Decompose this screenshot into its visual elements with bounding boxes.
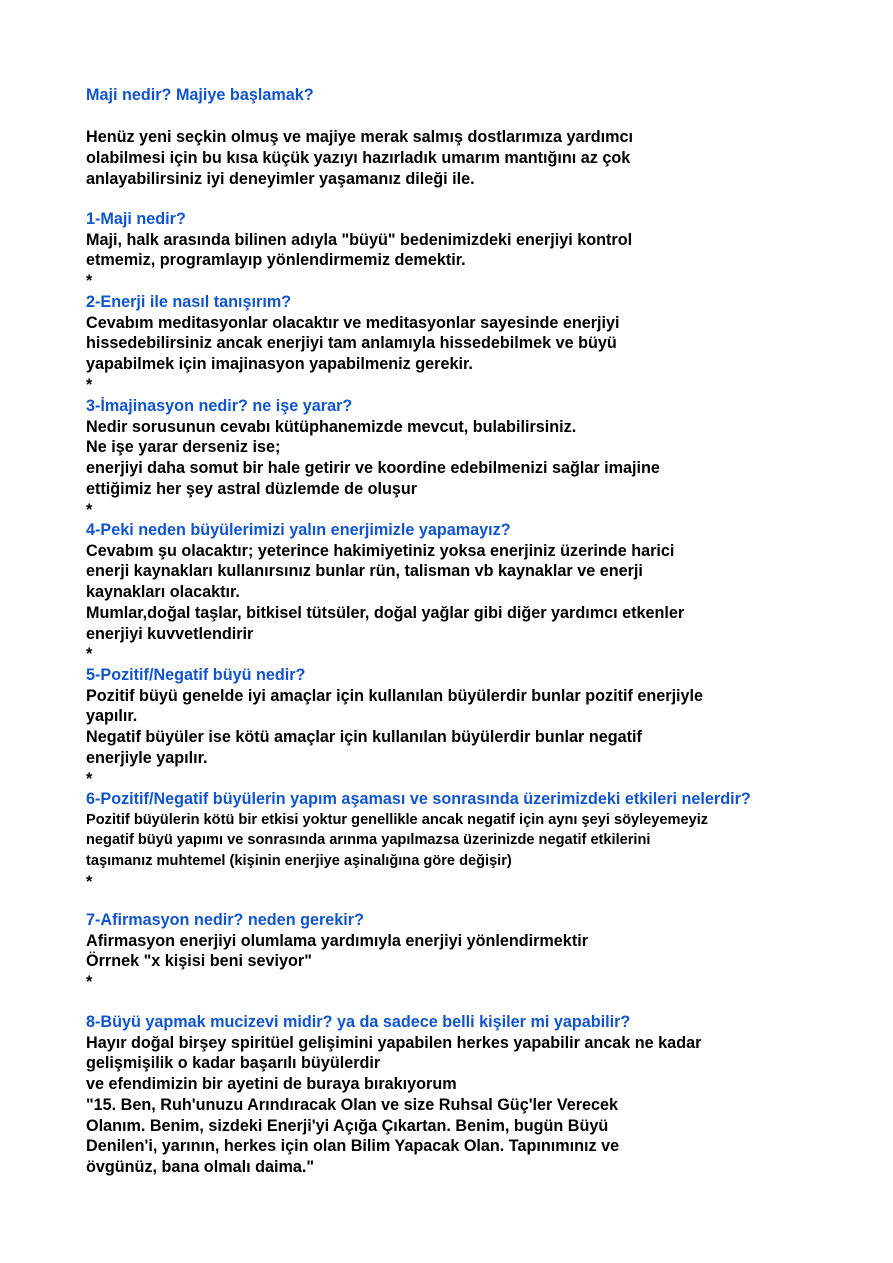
answer-line: Olanım. Benim, sizdeki Enerji'yi Açığa Çıkartan. Benim, bugün Büyü xyxy=(86,1116,609,1135)
intro-line: olabilmesi için bu kısa küçük yazıyı hazırladık umarım mantığını az çok xyxy=(86,149,631,167)
separator: * xyxy=(86,272,93,291)
answer-line: enerjiyi daha somut bir hale getirir ve koordine edebilmenizi sağlar imajine xyxy=(86,459,660,478)
answer-line: Denilen'i, yarının, herkes için olan Bilim Yapacak Olan. Tapınımınız ve xyxy=(86,1137,620,1156)
answer-line: Nedir sorusunun cevabı kütüphanemizde mevcut, bulabilirsiniz. xyxy=(86,417,577,436)
intro-line: anlayabilirsiniz iyi deneyimler yaşamanız dileği ile. xyxy=(86,170,475,188)
answer-line: ettiğimiz her şey astral düzlemde de oluşur xyxy=(86,479,418,498)
answer-line: Hayır doğal birşey spiritüel gelişimini yapabilen herkes yapabilir ancak ne kadar xyxy=(86,1033,702,1052)
answer-line: Ne işe yarar derseniz ise; xyxy=(86,438,281,457)
section-6 xyxy=(86,789,816,893)
separator: * xyxy=(86,645,93,664)
separator: * xyxy=(86,500,93,519)
section-5 xyxy=(86,665,816,789)
section-8 xyxy=(86,1012,816,1178)
answer-line: yapılır. xyxy=(86,707,138,726)
answer-line: enerjiyi kuvvetlendirir xyxy=(86,624,254,643)
answer-line: kaynakları olacaktır. xyxy=(86,583,240,602)
intro-paragraph xyxy=(86,127,806,190)
answer-line: Afirmasyon enerjiyi olumlama yardımıyla enerjiyi yönlendirmektir xyxy=(86,931,589,950)
section-7 xyxy=(86,910,816,993)
answer-line: gelişmişilik o kadar başarılı büyülerdir xyxy=(86,1054,381,1073)
answer-line: Pozitif büyülerin kötü bir etkisi yoktur genellikle ancak negatif için aynı şeyi söyleyemeyiz xyxy=(86,811,709,828)
section-question: 2-Enerji ile nasıl tanışırım? xyxy=(86,293,292,311)
intro-line: Henüz yeni seçkin olmuş ve majiye merak salmış dostlarımıza yardımcı xyxy=(86,128,634,146)
answer-line: ve efendimizin bir ayetini de buraya bırakıyorum xyxy=(86,1075,457,1094)
answer-line: Pozitif büyü genelde iyi amaçlar için kullanılan büyülerdir bunlar pozitif enerjiyle xyxy=(86,686,704,705)
answer-line: enerji kaynakları kullanırsınız bunlar rün, talisman vb kaynaklar ve enerji xyxy=(86,562,643,581)
answer-line: taşımanız muhtemel (kişinin enerjiye aşinalığına göre değişir) xyxy=(86,853,512,870)
section-question: 1-Maji nedir? xyxy=(86,210,186,228)
section-question: 7-Afirmasyon nedir? neden gerekir? xyxy=(86,911,364,929)
answer-line: Negatif büyüler ise kötü amaçlar için kullanılan büyülerdir bunlar negatif xyxy=(86,728,642,747)
answer-line: yapabilmek için imajinasyon yapabilmeniz gerekir. xyxy=(86,355,473,374)
section-question: 3-İmajinasyon nedir? ne işe yarar? xyxy=(86,397,353,415)
page-title: Maji nedir? Majiye başlamak? xyxy=(86,86,314,104)
section-3 xyxy=(86,396,816,520)
answer-line: Mumlar,doğal taşlar, bitkisel tütsüler, doğal yağlar gibi diğer yardımcı etkenler xyxy=(86,603,685,622)
answer-line: övgünüz, bana olmalı daima." xyxy=(86,1157,315,1176)
separator: * xyxy=(86,769,93,788)
section-question: 8-Büyü yapmak mucizevi midir? ya da sadece belli kişiler mi yapabilir? xyxy=(86,1013,631,1031)
answer-line: Örrnek "x kişisi beni seviyor" xyxy=(86,952,312,971)
section-2 xyxy=(86,292,816,396)
section-question: 4-Peki neden büyülerimizi yalın enerjimizle yapamayız? xyxy=(86,521,511,539)
answer-line: etmemiz, programlayıp yönlendirmemiz demektir. xyxy=(86,251,466,270)
separator: * xyxy=(86,375,93,394)
separator: * xyxy=(86,973,93,992)
answer-line: Maji, halk arasında bilinen adıyla "büyü" bedenimizdeki enerjiyi kontrol xyxy=(86,230,633,249)
section-4 xyxy=(86,520,816,665)
answer-line: enerjiyle yapılır. xyxy=(86,748,208,767)
section-1 xyxy=(86,209,816,292)
separator: * xyxy=(86,872,93,891)
section-question: 5-Pozitif/Negatif büyü nedir? xyxy=(86,666,306,684)
answer-line: "15. Ben, Ruh'unuzu Arındıracak Olan ve size Ruhsal Güç'ler Verecek xyxy=(86,1095,619,1114)
section-question: 6-Pozitif/Negatif büyülerin yapım aşaması ve sonrasında üzerimizdeki etkileri nelerdir? xyxy=(86,790,751,808)
answer-line: Cevabım şu olacaktır; yeterince hakimiyetiniz yoksa enerjiniz üzerinde harici xyxy=(86,541,675,560)
answer-line: Cevabım meditasyonlar olacaktır ve meditasyonlar sayesinde enerjiyi xyxy=(86,313,620,332)
answer-line: negatif büyü yapımı ve sonrasında arınma yapılmazsa üzerinizde negatif etkilerini xyxy=(86,832,651,849)
answer-line: hissedebilirsiniz ancak enerjiyi tam anlamıyla hissedebilmek ve büyü xyxy=(86,334,617,353)
